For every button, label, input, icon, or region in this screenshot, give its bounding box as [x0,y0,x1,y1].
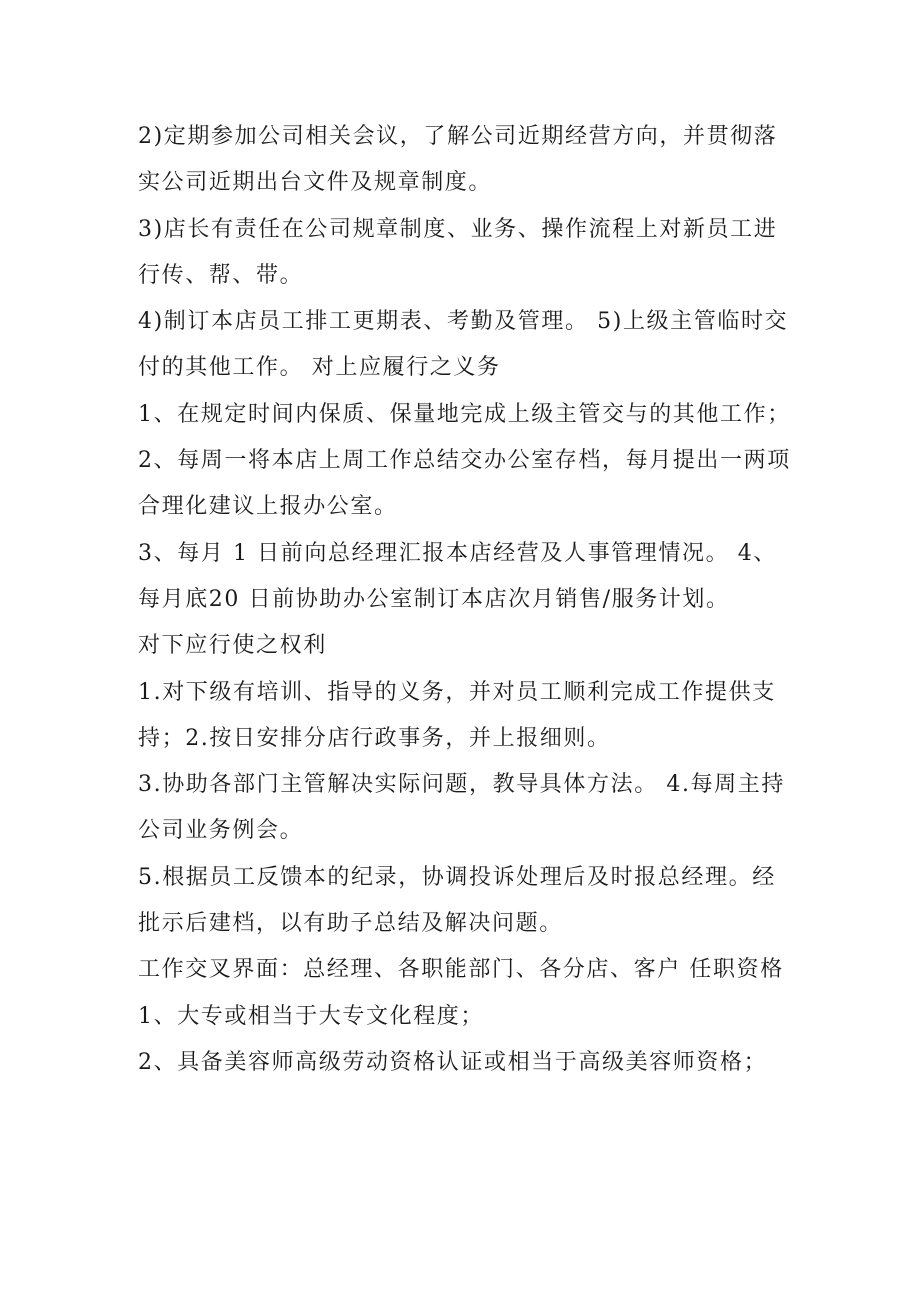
paragraph: 5.根据员工反馈本的纪录，协调投诉处理后及时报总经理。经批示后建档，以有助子总结及解决问题。 [138,864,776,937]
paragraph: 1.对下级有培训、指导的义务，并对员工顺利完成工作提供支持；2.按日安排分店行政事务，并上报细则。 [138,679,776,751]
document-body [138,114,798,1086]
paragraph: 3)店长有责任在公司规章制度、业务、操作流程上对新员工进行传、帮、带。 [138,216,778,288]
paragraph: 2、具备美容师高级劳动资格认证或相当于高级美容师资格； [138,1049,768,1075]
paragraph: 工作交叉界面：总经理、各职能部门、各分店、客户 任职资格 [138,957,784,983]
paragraph: 3、每月 1 日前向总经理汇报本店经营及人事管理情况。 4、每月底20 日前协助办公室制订本店次月销售/服务计划。 [138,540,777,612]
section-heading: 对下应行使之权利 [138,633,327,659]
paragraph: 1、大专或相当于大专文化程度； [138,1003,484,1029]
paragraph: 1、在规定时间内保质、保量地完成上级主管交与的其他工作；2、每周一将本店上周工作总结交办公室存档，每月提出一两项合理化建议上报办公室。 [138,401,791,520]
paragraph: 4)制订本店员工排工更期表、考勤及管理。 5)上级主管临时交付的其他工作。 对上应履行之义务 [138,309,789,381]
paragraph: 3.协助各部门主管解决实际问题，教导具体方法。 4.每周主持公司业务例会。 [138,772,785,844]
paragraph: 2)定期参加公司相关会议，了解公司近期经营方向，并贯彻落实公司近期出台文件及规章制度。 [138,124,778,196]
